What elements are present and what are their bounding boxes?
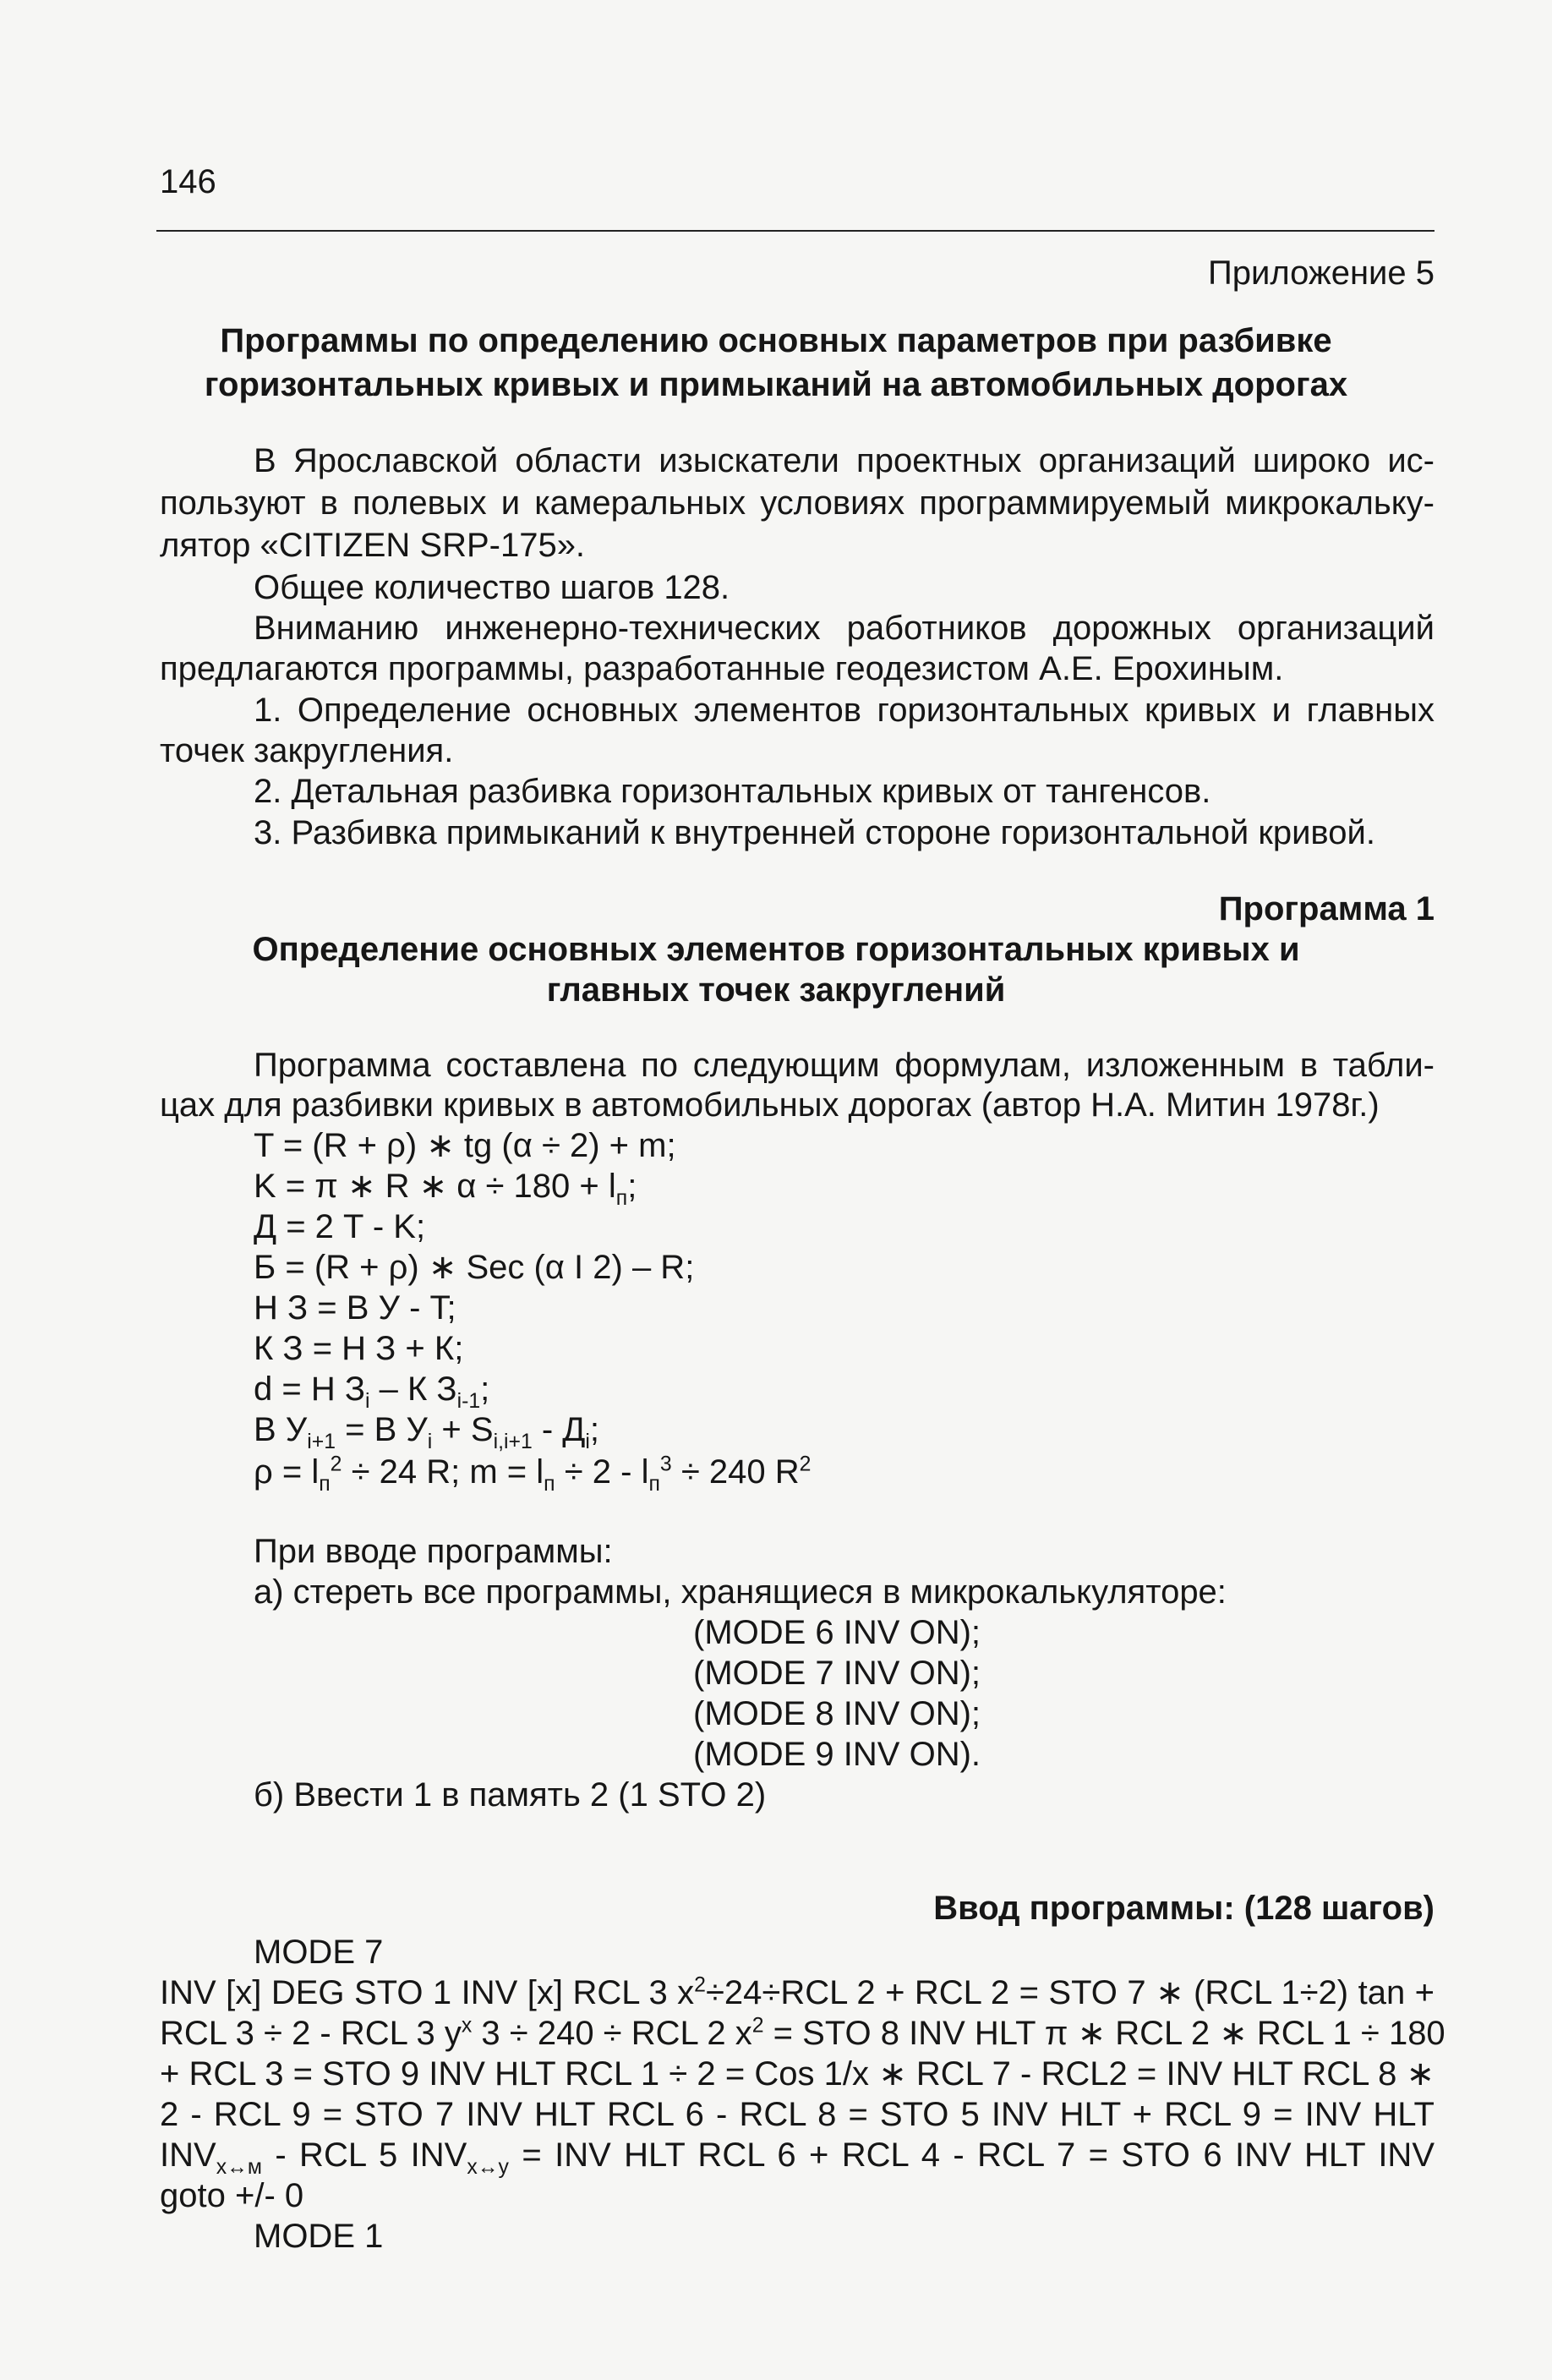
program-code-line-4: 2 - RCL 9 = STO 7 INV HLT RCL 6 - RCL 8 = STO 5 INV HLT + RCL 9 = INV HLT [160, 2096, 1435, 2133]
input-mode-7: (MODE 7 INV ON); [693, 1655, 981, 1692]
program-1-description-line-2: цах для разбивки кривых в автомобильных дорогах (автор Н.А. Митин 1978г.) [160, 1086, 1380, 1124]
formula-shift-and-m: $\rho = l_п^2 \div 24$ R; $m = l_п \div 2 - l_п^3 \div 240$ $R^2$ [254, 1453, 812, 1496]
page-number: 146 [160, 163, 216, 200]
input-header: При вводе программы: [254, 1533, 613, 1570]
input-mode-9: (MODE 9 INV ON). [693, 1736, 981, 1773]
intro-paragraph-3-line-2: предлагаются программы, разработанные геодезистом А.Е. Ерохиным. [160, 650, 1284, 687]
intro-list-item-1-line-1: 1. Определение основных элементов горизонтальных кривых и главных [254, 692, 1435, 729]
formula-next-vertex: В $У_{i+1} = В$ $У_i + S_{i,i+1} - Д_i$; [254, 1411, 600, 1453]
intro-paragraph-1-line-1: В Ярославской области изыскатели проектных организаций широко ис- [254, 442, 1435, 479]
formula-curve-length: K = π ∗ R ∗ $\alpha \div 180 + l_п$; [254, 1168, 637, 1210]
intro-paragraph-2: Общее количество шагов 128. [254, 569, 730, 606]
intro-paragraph-1-line-3: лятор «CITIZEN SRP-175». [160, 527, 586, 564]
program-code-line-5: $INV_{x\leftrightarrow м}$ - RCL 5 $INV_{x\leftrightarrow y}$ = INV HLT RCL 6 + RCL 4 - RCL 7 = STO 6 INV HLT INV [160, 2137, 1435, 2179]
formula-domer: Д = 2 T - K; [254, 1208, 426, 1245]
input-mode-8: (MODE 8 INV ON); [693, 1695, 981, 1732]
program-entry-mode-7: MODE 7 [254, 1934, 384, 1971]
intro-list-item-1-line-2: точек закругления. [160, 732, 454, 769]
intro-paragraph-1-line-2: пользуют в полевых и камеральных условиях программируемый микрокальку- [160, 484, 1435, 522]
formula-tangent: T = (R + ρ) ∗ tg (α ÷ 2) + m; [254, 1127, 676, 1164]
intro-list-item-3: 3. Разбивка примыканий к внутренней стороне горизонтальной кривой. [254, 814, 1375, 851]
intro-list-item-2: 2. Детальная разбивка горизонтальных кривых от тангенсов. [254, 773, 1211, 810]
input-mode-6: (MODE 6 INV ON); [693, 1614, 981, 1651]
program-1-label: Программа 1 [1218, 890, 1435, 927]
formula-bisector: Б = (R + ρ) ∗ Sec (α I 2) – R; [254, 1249, 695, 1286]
program-entry-mode-1: MODE 1 [254, 2218, 384, 2255]
page-title-line-1: Программы по определению основных параметров при разбивке [220, 322, 1332, 359]
program-code-line-2: RCL 3 ÷ 2 - RCL 3 $y^x$ 3 ÷ 240 ÷ RCL 2 $x^2$ = STO 8 INV HLT π ∗ RCL 2 ∗ RCL 1 ÷ 180 [160, 2014, 1445, 2052]
intro-paragraph-3-line-1: Вниманию инженерно-технических работников дорожных организаций [254, 610, 1435, 647]
header-rule [156, 230, 1435, 232]
formula-straight-insert: d = H $З_i$ – К $З_{i-1}$; [254, 1371, 490, 1413]
program-code-line-1: INV [x] DEG STO 1 INV [x] RCL 3 $x^2\div 24\div RCL$ 2 + RCL 2 = STO 7 ∗ (RCL 1÷2) tan + [160, 1973, 1435, 2011]
page-title-line-2: горизонтальных кривых и примыканий на автомобильных дорогах [204, 366, 1348, 403]
program-code-line-3: + RCL 3 = STO 9 INV HLT RCL 1 ÷ 2 = Cos 1/x ∗ RCL 7 - RCL2 = INV HLT RCL 8 ∗ [160, 2055, 1435, 2093]
formula-curve-start: H З = В У - T; [254, 1289, 456, 1327]
program-1-title-line-1: Определение основных элементов горизонтальных кривых и [252, 931, 1300, 968]
program-1-description-line-1: Программа составлена по следующим формулам, изложенным в табли- [254, 1047, 1435, 1084]
input-step-a: а) стереть все программы, хранящиеся в микрокалькуляторе: [254, 1573, 1227, 1611]
program-entry-header: Ввод программы: (128 шагов) [933, 1890, 1435, 1927]
appendix-label: Приложение 5 [1208, 254, 1435, 292]
program-1-title-line-2: главных точек закруглений [546, 971, 1006, 1009]
program-code-line-6: goto +/- 0 [160, 2177, 304, 2214]
input-step-b: б) Ввести 1 в память 2 (1 STO 2) [254, 1776, 767, 1814]
formula-curve-end: К З = Н З + К; [254, 1330, 464, 1367]
